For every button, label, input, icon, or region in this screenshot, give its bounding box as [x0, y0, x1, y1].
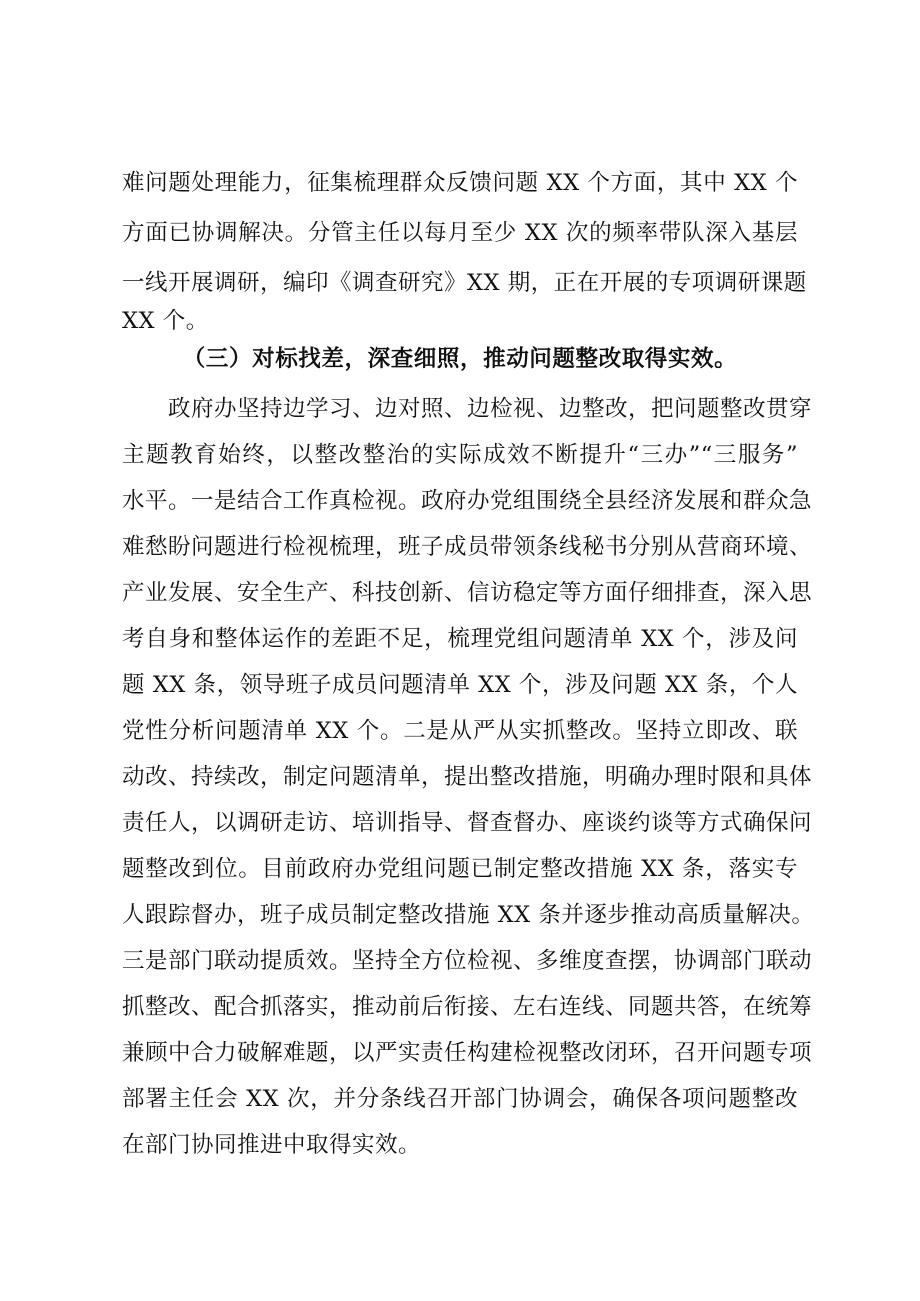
paragraph-line: 方面已协调解决。分管主任以每月至少 XX 次的频率带队深入基层 [122, 220, 798, 246]
paragraph-line: 主题教育始终，以整改整治的实际成效不断提升“三办”“三服务” [122, 442, 798, 468]
paragraph-line: 人跟踪督办，班子成员制定整改措施 XX 条并逐步推动高质量解决。 [122, 902, 815, 928]
paragraph-line: 难问题处理能力，征集梳理群众反馈问题 XX 个方面，其中 XX 个 [122, 170, 798, 196]
paragraph-line: 考自身和整体运作的差距不足，梳理党组问题清单 XX 个，涉及问 [122, 626, 798, 652]
section-heading: （三）对标找差，深查细照，推动问题整改取得实效。 [182, 346, 738, 372]
paragraph-line: 一线开展调研，编印《调查研究》XX 期，正在开展的专项调研课题 [122, 270, 807, 296]
paragraph-line-last: 在部门协同推进中取得实效。 [122, 1132, 422, 1158]
paragraph-line: 难愁盼问题进行检视梳理，班子成员带领条线秘书分别从营商环境、 [122, 534, 813, 560]
paragraph-line: 部署主任会 XX 次，并分条线召开部门协调会，确保各项问题整改 [122, 1086, 798, 1112]
paragraph-line: 党性分析问题清单 XX 个。二是从严从实抓整改。坚持立即改、联 [122, 718, 798, 744]
paragraph-line: 水平。一是结合工作真检视。政府办党组围绕全县经济发展和群众急 [122, 488, 813, 514]
paragraph-line: 产业发展、安全生产、科技创新、信访稳定等方面仔细排查，深入思 [122, 580, 813, 606]
paragraph-line: 兼顾中合力破解难题，以严实责任构建检视整改闭环，召开问题专项 [122, 1040, 813, 1066]
paragraph-line: 三是部门联动提质效。坚持全方位检视、多维度查摆，协调部门联动 [122, 948, 813, 974]
paragraph-line: XX 个。 [122, 308, 209, 334]
paragraph-line: 动改、持续改，制定问题清单，提出整改措施，明确办理时限和具体 [122, 764, 813, 790]
paragraph-line-first: 政府办坚持边学习、边对照、边检视、边整改，把问题整改贯穿 [168, 396, 813, 422]
paragraph-line: 题 XX 条，领导班子成员问题清单 XX 个，涉及问题 XX 条，个人 [122, 672, 798, 698]
paragraph-line: 抓整改、配合抓落实，推动前后衔接、左右连线、同题共答，在统筹 [122, 994, 813, 1020]
paragraph-line: 题整改到位。目前政府办党组问题已制定整改措施 XX 条，落实专 [122, 856, 798, 882]
paragraph-line: 责任人，以调研走访、培训指导、督查督办、座谈约谈等方式确保问 [122, 810, 813, 836]
